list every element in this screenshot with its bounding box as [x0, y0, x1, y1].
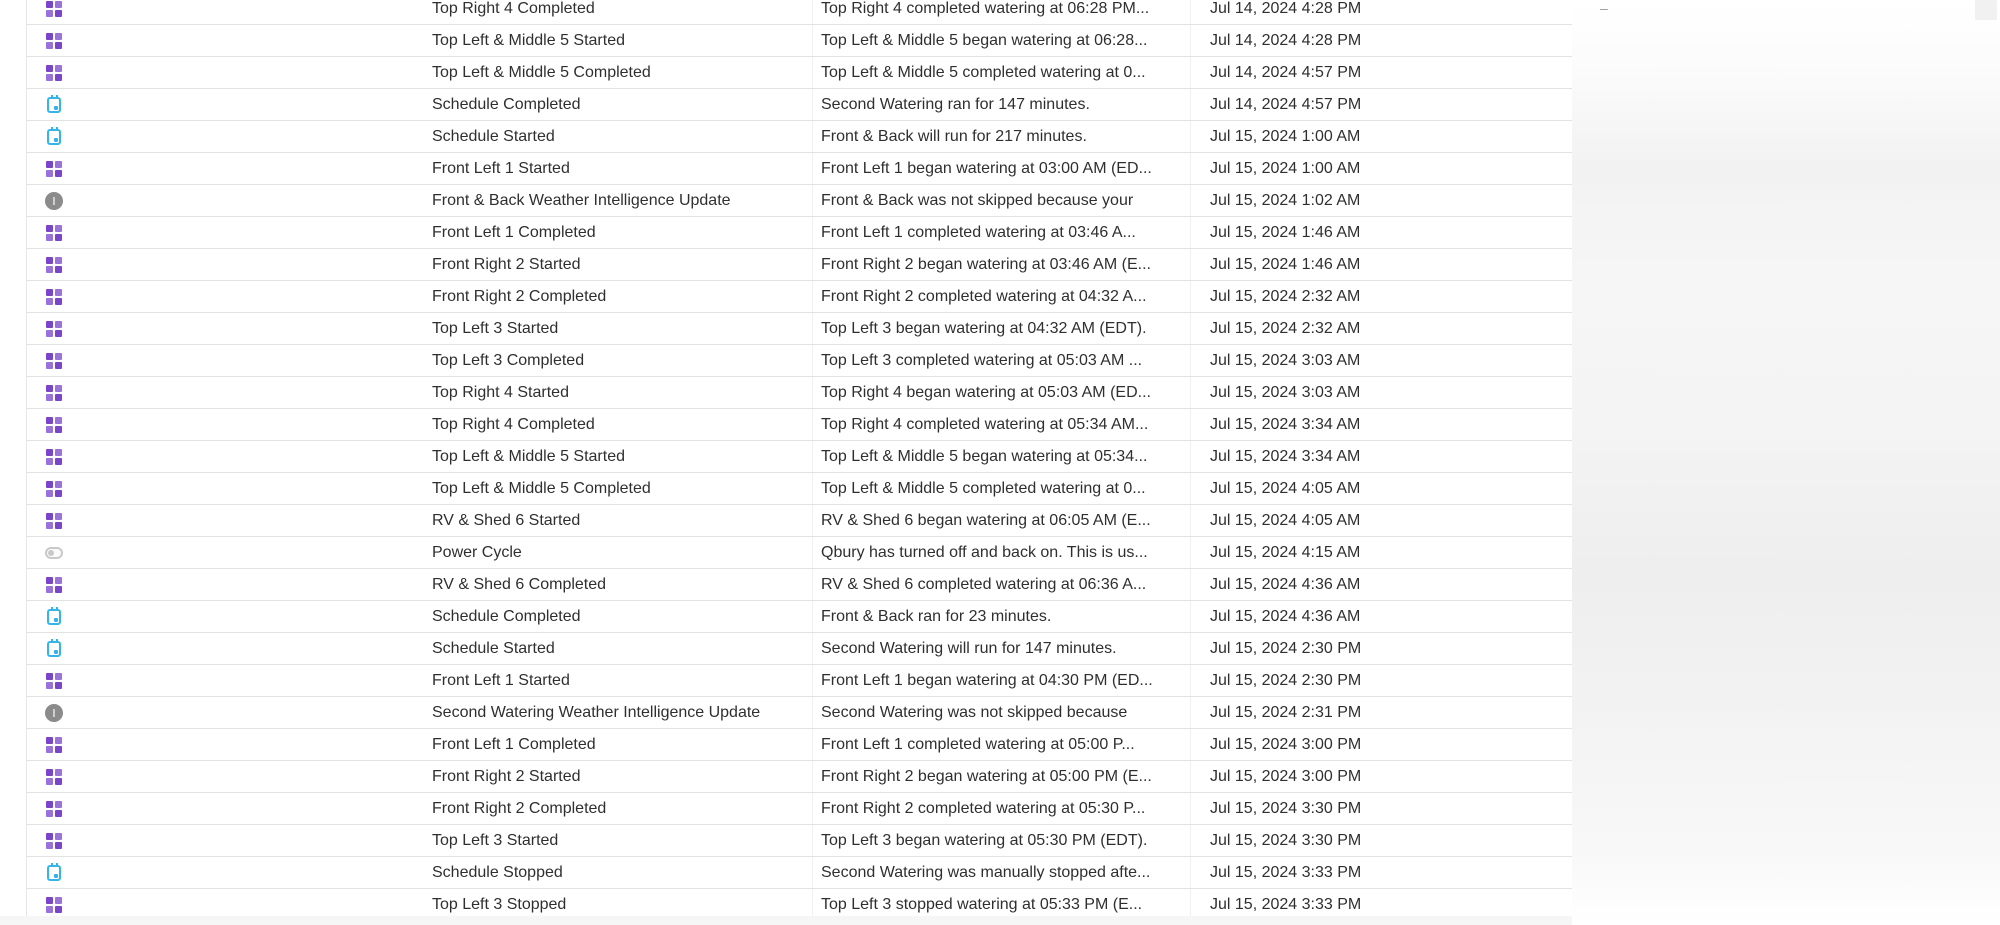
event-title: Front Left 1 Started — [432, 159, 570, 177]
event-date: Jul 15, 2024 4:15 AM — [1210, 543, 1361, 561]
zone-icon — [45, 384, 63, 402]
table-row[interactable] — [27, 761, 1572, 793]
event-title: Front & Back Weather Intelligence Update — [432, 191, 731, 209]
event-title: Schedule Completed — [432, 95, 581, 113]
event-date: Jul 15, 2024 3:34 AM — [1210, 415, 1361, 433]
table-row[interactable] — [27, 0, 1572, 25]
event-description: Front Right 2 began watering at 03:46 AM (E... — [821, 255, 1151, 273]
column-divider — [812, 217, 813, 248]
bottom-scroll-area[interactable] — [0, 916, 1572, 925]
event-description: Qbury has turned off and back on. This is us... — [821, 543, 1148, 561]
zone-icon — [45, 64, 63, 82]
event-title: Front Left 1 Completed — [432, 223, 596, 241]
event-description: Top Left & Middle 5 completed watering at 0... — [821, 63, 1146, 81]
column-divider — [812, 249, 813, 280]
table-row[interactable] — [27, 89, 1572, 121]
event-title: Top Right 4 Started — [432, 383, 569, 401]
event-title: RV & Shed 6 Started — [432, 511, 581, 529]
zone-icon — [45, 896, 63, 914]
zone-icon — [45, 352, 63, 370]
event-date: Jul 15, 2024 4:36 AM — [1210, 607, 1361, 625]
column-divider — [1190, 249, 1191, 280]
column-divider — [1190, 345, 1191, 376]
event-title: Second Watering Weather Intelligence Update — [432, 703, 761, 721]
event-description: Top Left & Middle 5 began watering at 05:34... — [821, 447, 1148, 465]
schedule-icon — [45, 608, 63, 626]
column-divider — [1190, 441, 1191, 472]
column-divider — [812, 665, 813, 696]
event-title: Front Left 1 Started — [432, 671, 570, 689]
column-divider — [812, 825, 813, 856]
power-icon — [45, 544, 63, 562]
event-date: Jul 14, 2024 4:28 PM — [1210, 31, 1362, 49]
event-title: Top Right 4 Completed — [432, 415, 595, 433]
zone-icon — [45, 576, 63, 594]
column-divider — [812, 633, 813, 664]
zone-icon — [45, 0, 63, 18]
column-divider — [1190, 761, 1191, 792]
column-divider — [812, 729, 813, 760]
column-divider — [1190, 121, 1191, 152]
zone-icon — [45, 320, 63, 338]
column-divider — [812, 0, 813, 24]
event-date: Jul 15, 2024 4:05 AM — [1210, 511, 1361, 529]
table-row[interactable] — [27, 825, 1572, 857]
event-description: Front Right 2 began watering at 05:00 PM (E... — [821, 767, 1152, 785]
column-divider — [812, 313, 813, 344]
event-date: Jul 15, 2024 3:03 AM — [1210, 383, 1361, 401]
zone-icon — [45, 224, 63, 242]
table-row[interactable] — [27, 313, 1572, 345]
event-date: Jul 15, 2024 2:32 AM — [1210, 319, 1361, 337]
info-icon — [45, 704, 63, 722]
column-divider — [812, 537, 813, 568]
activity-table — [26, 0, 1572, 921]
column-divider — [1190, 729, 1191, 760]
column-divider — [812, 377, 813, 408]
event-description: Front & Back was not skipped because your — [821, 191, 1134, 209]
event-description: RV & Shed 6 completed watering at 06:36 A... — [821, 575, 1147, 593]
event-title: Top Left & Middle 5 Started — [432, 31, 625, 49]
event-description: RV & Shed 6 began watering at 06:05 AM (E... — [821, 511, 1151, 529]
event-title: Schedule Started — [432, 127, 555, 145]
column-divider — [812, 569, 813, 600]
column-divider — [1190, 377, 1191, 408]
table-row[interactable] — [27, 793, 1572, 825]
event-description: Top Right 4 began watering at 05:03 AM (ED... — [821, 383, 1151, 401]
column-divider — [1190, 505, 1191, 536]
table-row[interactable] — [27, 729, 1572, 761]
table-row[interactable] — [27, 409, 1572, 441]
column-divider — [1190, 409, 1191, 440]
event-date: Jul 15, 2024 3:33 PM — [1210, 895, 1362, 913]
column-divider — [812, 281, 813, 312]
event-date: Jul 15, 2024 4:05 AM — [1210, 479, 1361, 497]
event-date: Jul 14, 2024 4:57 PM — [1210, 63, 1362, 81]
event-description: Front Right 2 completed watering at 04:32 A... — [821, 287, 1147, 305]
event-title: RV & Shed 6 Completed — [432, 575, 607, 593]
column-divider — [1190, 281, 1191, 312]
event-title: Top Left & Middle 5 Completed — [432, 479, 651, 497]
column-divider — [812, 57, 813, 88]
event-date: Jul 15, 2024 2:30 PM — [1210, 639, 1362, 657]
table-row[interactable] — [27, 377, 1572, 409]
zone-icon — [45, 288, 63, 306]
column-divider — [812, 793, 813, 824]
table-row[interactable] — [27, 601, 1572, 633]
column-divider — [1190, 185, 1191, 216]
column-divider — [812, 409, 813, 440]
zone-icon — [45, 832, 63, 850]
event-date: Jul 15, 2024 2:31 PM — [1210, 703, 1362, 721]
event-description: Front & Back ran for 23 minutes. — [821, 607, 1052, 625]
table-row[interactable] — [27, 441, 1572, 473]
table-row[interactable] — [27, 121, 1572, 153]
zone-icon — [45, 736, 63, 754]
column-divider — [812, 121, 813, 152]
column-divider — [1190, 569, 1191, 600]
column-divider — [1190, 25, 1191, 56]
column-divider — [1190, 857, 1191, 888]
column-divider — [812, 601, 813, 632]
zone-icon — [45, 800, 63, 818]
event-date: Jul 15, 2024 3:30 PM — [1210, 831, 1362, 849]
column-divider — [812, 857, 813, 888]
event-description: Top Left 3 began watering at 05:30 PM (EDT). — [821, 831, 1148, 849]
table-row[interactable] — [27, 857, 1572, 889]
event-description: Second Watering was not skipped because — [821, 703, 1128, 721]
event-date: Jul 15, 2024 4:36 AM — [1210, 575, 1361, 593]
event-description: Second Watering ran for 147 minutes. — [821, 95, 1090, 113]
table-row[interactable] — [27, 345, 1572, 377]
event-description: Front Left 1 completed watering at 03:46 A... — [821, 223, 1136, 241]
schedule-icon — [45, 640, 63, 658]
table-row[interactable] — [27, 697, 1572, 729]
column-divider — [1190, 537, 1191, 568]
table-row[interactable] — [27, 57, 1572, 89]
event-description: Front Left 1 began watering at 03:00 AM (ED... — [821, 159, 1152, 177]
table-row[interactable] — [27, 665, 1572, 697]
column-divider — [1190, 473, 1191, 504]
event-description: Top Left 3 began watering at 04:32 AM (EDT). — [821, 319, 1147, 337]
event-date: Jul 15, 2024 1:46 AM — [1210, 223, 1361, 241]
event-title: Top Left 3 Started — [432, 831, 559, 849]
event-date: Jul 14, 2024 4:57 PM — [1210, 95, 1362, 113]
schedule-icon — [45, 96, 63, 114]
info-icon — [45, 192, 63, 210]
column-divider — [1190, 793, 1191, 824]
column-divider — [812, 505, 813, 536]
table-row[interactable] — [27, 185, 1572, 217]
event-description: Top Left 3 completed watering at 05:03 AM ... — [821, 351, 1143, 369]
event-date: Jul 15, 2024 1:46 AM — [1210, 255, 1361, 273]
event-description: Top Right 4 completed watering at 05:34 AM... — [821, 415, 1149, 433]
column-divider — [1190, 57, 1191, 88]
column-divider — [1190, 153, 1191, 184]
event-description: Top Left & Middle 5 completed watering at 0... — [821, 479, 1146, 497]
event-title: Power Cycle — [432, 543, 522, 561]
table-row[interactable] — [27, 25, 1572, 57]
table-row[interactable] — [27, 249, 1572, 281]
column-divider — [812, 761, 813, 792]
column-divider — [1190, 601, 1191, 632]
panel-scrollbar[interactable] — [1975, 0, 1997, 20]
column-divider — [812, 441, 813, 472]
event-date: Jul 15, 2024 1:00 AM — [1210, 127, 1361, 145]
event-description: Front Left 1 began watering at 04:30 PM (ED... — [821, 671, 1153, 689]
table-row[interactable] — [27, 217, 1572, 249]
event-title: Schedule Started — [432, 639, 555, 657]
event-description: Second Watering will run for 147 minutes. — [821, 639, 1117, 657]
event-title: Top Right 4 Completed — [432, 0, 595, 17]
column-divider — [812, 185, 813, 216]
event-title: Front Right 2 Started — [432, 255, 581, 273]
column-divider — [1190, 0, 1191, 24]
table-row[interactable] — [27, 633, 1572, 665]
event-description: Top Left & Middle 5 began watering at 06:28... — [821, 31, 1148, 49]
column-divider — [812, 473, 813, 504]
column-divider — [1190, 313, 1191, 344]
event-title: Schedule Completed — [432, 607, 581, 625]
column-divider — [1190, 217, 1191, 248]
event-title: Front Right 2 Completed — [432, 287, 607, 305]
event-description: Top Left 3 stopped watering at 05:33 PM (E... — [821, 895, 1143, 913]
zone-icon — [45, 416, 63, 434]
zone-icon — [45, 448, 63, 466]
zone-icon — [45, 160, 63, 178]
event-date: Jul 15, 2024 3:00 PM — [1210, 767, 1362, 785]
column-divider — [1190, 825, 1191, 856]
event-date: Jul 15, 2024 3:34 AM — [1210, 447, 1361, 465]
table-row[interactable] — [27, 153, 1572, 185]
zone-icon — [45, 32, 63, 50]
event-description: Top Right 4 completed watering at 06:28 PM... — [821, 0, 1150, 17]
event-title: Top Left & Middle 5 Started — [432, 447, 625, 465]
event-title: Top Left & Middle 5 Completed — [432, 63, 651, 81]
column-divider — [1190, 89, 1191, 120]
column-divider — [812, 697, 813, 728]
panel-dash: – — [1600, 0, 1608, 16]
zone-icon — [45, 256, 63, 274]
detail-panel — [1572, 0, 2000, 925]
event-description: Second Watering was manually stopped afte... — [821, 863, 1151, 881]
event-date: Jul 15, 2024 2:32 AM — [1210, 287, 1361, 305]
table-row[interactable] — [27, 473, 1572, 505]
event-description: Front Right 2 completed watering at 05:30 P... — [821, 799, 1146, 817]
event-date: Jul 15, 2024 1:02 AM — [1210, 191, 1361, 209]
event-title: Front Left 1 Completed — [432, 735, 596, 753]
event-date: Jul 15, 2024 3:30 PM — [1210, 799, 1362, 817]
table-row[interactable] — [27, 505, 1572, 537]
schedule-icon — [45, 128, 63, 146]
event-date: Jul 15, 2024 2:30 PM — [1210, 671, 1362, 689]
table-row[interactable] — [27, 569, 1572, 601]
event-title: Schedule Stopped — [432, 863, 563, 881]
event-date: Jul 15, 2024 3:03 AM — [1210, 351, 1361, 369]
zone-icon — [45, 672, 63, 690]
event-title: Top Left 3 Completed — [432, 351, 585, 369]
zone-icon — [45, 512, 63, 530]
event-title: Top Left 3 Stopped — [432, 895, 567, 913]
zone-icon — [45, 768, 63, 786]
column-divider — [1190, 697, 1191, 728]
column-divider — [1190, 665, 1191, 696]
schedule-icon — [45, 864, 63, 882]
event-description: Front Left 1 completed watering at 05:00 P... — [821, 735, 1135, 753]
event-description: Front & Back will run for 217 minutes. — [821, 127, 1087, 145]
column-divider — [1190, 633, 1191, 664]
column-divider — [812, 345, 813, 376]
table-row[interactable] — [27, 537, 1572, 569]
event-title: Top Left 3 Started — [432, 319, 559, 337]
table-row[interactable] — [27, 281, 1572, 313]
column-divider — [812, 89, 813, 120]
event-date: Jul 15, 2024 3:00 PM — [1210, 735, 1362, 753]
column-divider — [812, 25, 813, 56]
event-date: Jul 15, 2024 3:33 PM — [1210, 863, 1362, 881]
event-date: Jul 15, 2024 1:00 AM — [1210, 159, 1361, 177]
column-divider — [812, 153, 813, 184]
event-date: Jul 14, 2024 4:28 PM — [1210, 0, 1362, 17]
event-title: Front Right 2 Started — [432, 767, 581, 785]
zone-icon — [45, 480, 63, 498]
event-title: Front Right 2 Completed — [432, 799, 607, 817]
